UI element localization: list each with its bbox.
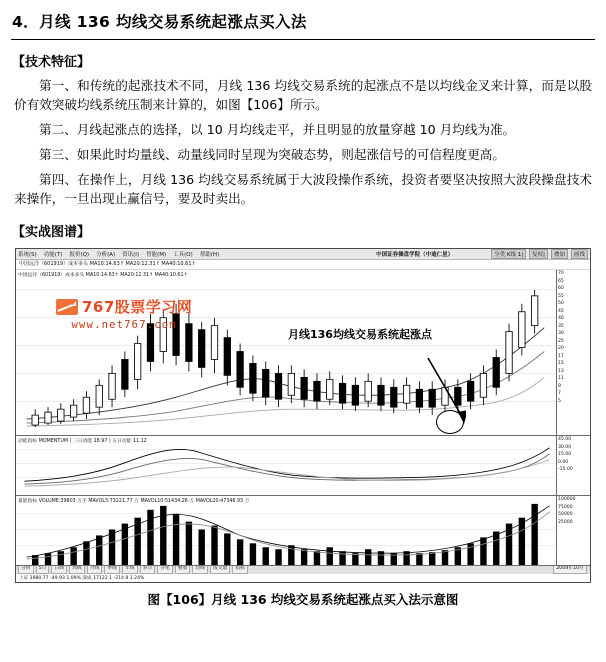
volume-plot[interactable] <box>16 496 556 565</box>
menu-item-quote[interactable]: 报价(Q) <box>69 252 90 258</box>
menu-item-system[interactable]: 系统(S) <box>18 252 37 258</box>
pane-volume-caption: 量能指标 VOLUME:39803 万手 MAVOL5:73221.77 万 MAVOL10:51434.26 万 MAVOL20:47348.93 万 <box>18 499 250 504</box>
tab-multiday[interactable]: 多日 <box>140 563 156 574</box>
app-center-title: 中国证券操盘学院（中迪仁星） <box>376 252 454 258</box>
tab-monthly[interactable]: 月线 <box>87 563 103 574</box>
tab-weekly[interactable]: 周线 <box>69 563 85 574</box>
title-divider <box>11 39 595 40</box>
button-kline-type[interactable]: 分类 K线 1| <box>491 249 526 259</box>
momentum-plot[interactable] <box>16 436 556 495</box>
page-title: 4．月线 136 均线交易系统起涨点买入法 <box>12 13 307 31</box>
watermark <box>56 296 192 331</box>
section-label-practice-chart: 【实战图谱】 <box>12 225 91 240</box>
tab-ma[interactable]: 均线 <box>192 563 208 574</box>
figure-caption: 图【106】月线 136 均线交易系统起涨点买入法示意图 <box>147 592 459 607</box>
pane-price[interactable] <box>16 270 590 436</box>
pane-volume[interactable] <box>16 496 590 566</box>
watermark-line1: 767股票学习网 <box>56 296 192 317</box>
tab-minute[interactable]: 分时 <box>18 563 34 574</box>
tab-indicator[interactable]: 指标 <box>232 563 248 574</box>
tab-overlay[interactable]: 叠加 <box>175 563 191 574</box>
start-point-circle-marker <box>436 410 464 434</box>
document-page <box>0 10 606 662</box>
date-label: 2009年10月 <box>553 563 587 574</box>
tab-quarterly[interactable]: 季线 <box>104 563 120 574</box>
pane-momentum[interactable] <box>16 436 590 496</box>
menu-item-smart[interactable]: 智能(M) <box>146 252 167 258</box>
quote-info-line: 中国远洋（601919）成本多头 MA10:14.63↑ MA20:12.31↑ MA40:10.61↑ <box>16 260 590 270</box>
menu-item-help[interactable]: 帮助(H) <box>199 252 220 258</box>
tab-daily[interactable]: 日线 <box>51 563 67 574</box>
menu-item-analysis[interactable]: 分析(A) <box>96 252 116 258</box>
momentum-axis-labels: 45.00 30.00 15.00 0.00 -15.00 <box>556 436 590 495</box>
app-menubar[interactable] <box>16 249 590 260</box>
paragraph-1: 第一、和传统的起涨技术不同，月线 136 均线交易系统的起涨点不是以均线金叉来计算，而是以股价有效突破均线系统压制来计算的，如图【106】所示。 <box>14 78 592 112</box>
button-adjust[interactable]: 复权| <box>529 249 548 259</box>
button-drawline[interactable]: 画线 <box>571 249 588 259</box>
tab-volume[interactable]: 成交量 <box>210 563 230 574</box>
chart-panes <box>16 270 590 561</box>
menu-item-function[interactable]: 功能(T) <box>43 252 63 258</box>
chart-screenshot <box>15 248 591 583</box>
chart-logo-icon <box>56 299 78 315</box>
menu-item-info[interactable]: 资讯(I) <box>122 252 140 258</box>
button-overlay[interactable]: 叠加 <box>551 249 568 259</box>
price-axis-labels: 70 65 60 55 50 45 40 35 30 25 20 17 15 13 11 9 7 5 <box>556 270 590 435</box>
watermark-line2: www.net767.com <box>71 319 177 331</box>
annotation-label: 月线136均线交易系统起涨点 <box>288 328 432 341</box>
volume-axis-labels: 100000 75000 50000 25000 <box>556 496 590 565</box>
status-bar: 上证 3980.77 -49.93 1.09% 深成 17122.1 -214.8 1.24% <box>16 574 590 583</box>
paragraph-4: 第四、在操作上，月线 136 均线交易系统属于大波段操作系统，投资者要坚决按照大波段操盘技术来操作，一旦出现止赢信号，要及时卖出。 <box>14 172 592 206</box>
pane-momentum-caption: 动能指标 MOMENTUM ( 三日动能 18.97 ) 五日动能 11.12 <box>18 439 147 444</box>
pane-price-caption: 中国远洋（601919）成本多头 MA10:14.63↑ MA20:12.31↑ MA40:10.61↑ <box>18 273 188 278</box>
tab-5day[interactable]: 5日 <box>36 563 50 574</box>
toolbar-buttons[interactable] <box>491 249 588 259</box>
menu-item-tools[interactable]: 工具(O) <box>173 252 193 258</box>
tab-ticks[interactable]: 分笔 <box>157 563 173 574</box>
price-plot[interactable] <box>16 270 556 435</box>
paragraph-2: 第二、月线起涨点的选择，以 10 月均线走平，并且明显的放量穿越 10 月均线为准。 <box>39 122 516 137</box>
paragraph-3: 第三、如果此时均量线、动量线同时呈现为突破态势，则起涨信号的可信程度更高。 <box>39 147 505 162</box>
tab-yearly[interactable]: 年线 <box>122 563 138 574</box>
section-label-technical-features: 【技术特征】 <box>12 55 91 70</box>
